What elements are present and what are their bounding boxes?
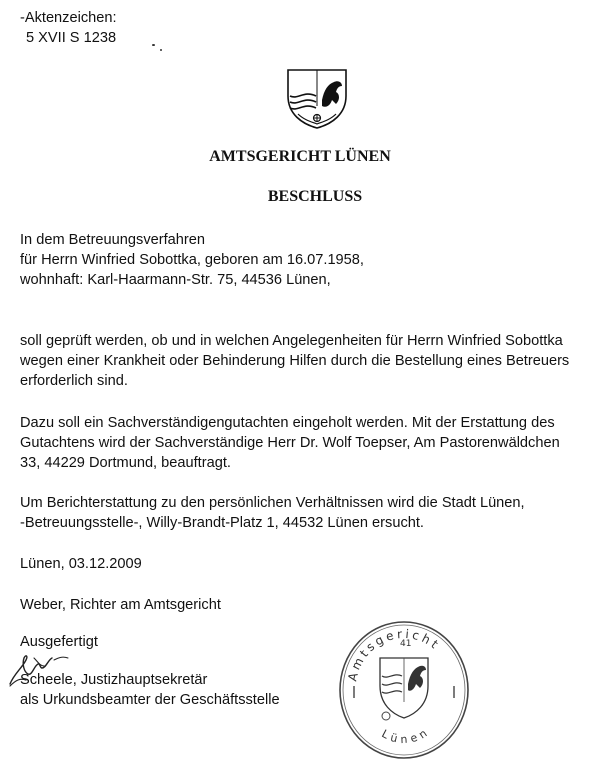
paragraph-line: Um Berichterstattung zu den persönlichen Verhältnissen wird die Stadt Lünen, — [20, 495, 525, 511]
report-request-paragraph — [20, 493, 590, 533]
expert-opinion-paragraph — [20, 413, 590, 473]
intro-line: In dem Betreuungsverfahren — [20, 232, 205, 248]
stamp-text-top: Amtsgericht — [345, 626, 444, 683]
intro-line: für Herrn Winfried Sobottka, geboren am 16.07.1958, — [20, 252, 364, 268]
signature-icon — [4, 644, 84, 694]
file-reference — [20, 8, 117, 48]
paragraph-line: erforderlich sind. — [20, 373, 128, 389]
paragraph-line: soll geprüft werden, ob und in welchen Angelegenheiten für Herrn Winfried Sobottka — [20, 333, 563, 349]
court-seal-stamp-icon — [334, 612, 474, 762]
file-reference-number: 5 XVII S 1238 — [26, 30, 117, 46]
svg-text:Lünen — [380, 725, 433, 747]
stamp-number: 41 — [400, 639, 412, 649]
judge-line: Weber, Richter am Amtsgericht — [20, 597, 221, 613]
paragraph-line: -Betreuungsstelle-, Willy-Brandt-Platz 1, 44532 Lünen ersucht. — [20, 515, 424, 531]
scan-speck — [152, 44, 155, 46]
paragraph-line: Gutachtens wird der Sachverständige Herr Dr. Wolf Toepser, Am Pastorenwäldchen — [20, 435, 560, 451]
certification-label: Ausgefertigt — [20, 634, 98, 650]
proceeding-intro — [20, 230, 590, 290]
examination-paragraph — [20, 331, 590, 391]
decision-title: BESCHLUSS — [267, 188, 363, 205]
clerk-role: als Urkundsbeamter der Geschäftsstelle — [20, 692, 280, 708]
stamp-text-bottom: Lünen — [379, 724, 433, 747]
paragraph-line: Dazu soll ein Sachverständigengutachten eingeholt werden. Mit der Erstattung des — [20, 415, 555, 431]
court-name: AMTSGERICHT LÜNEN — [209, 148, 391, 165]
paragraph-line: 33, 44229 Dortmund, beauftragt. — [20, 455, 231, 471]
scan-speck — [160, 49, 162, 51]
intro-line: wohnhaft: Karl-Haarmann-Str. 75, 44536 Lünen, — [20, 272, 331, 288]
coat-of-arms-icon — [284, 66, 350, 130]
place-date: Lünen, 03.12.2009 — [20, 556, 142, 572]
file-reference-label: -Aktenzeichen: — [20, 10, 117, 26]
paragraph-line: wegen einer Krankheit oder Behinderung Hilfen durch die Bestellung eines Betreuers — [20, 353, 570, 369]
clerk-line: Scheele, Justizhauptsekretär — [20, 672, 208, 688]
